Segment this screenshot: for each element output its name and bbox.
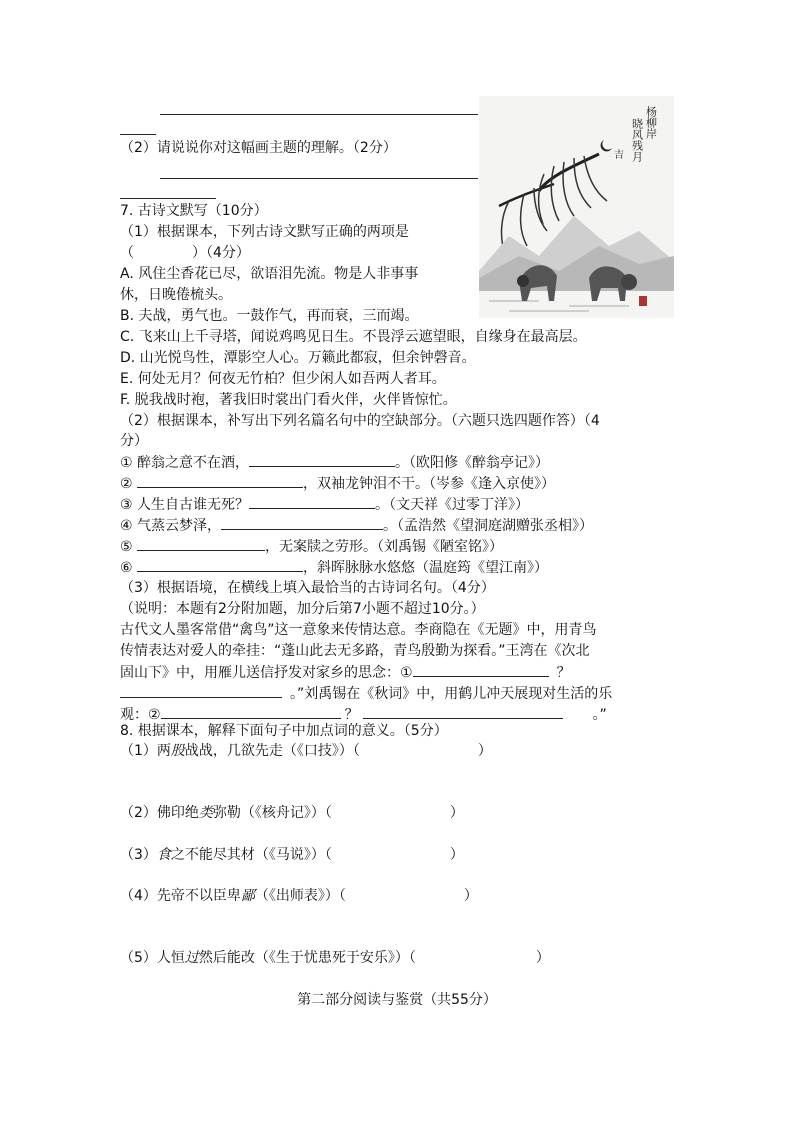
context-blank-2b[interactable] bbox=[363, 704, 563, 719]
answer-line-2a bbox=[160, 178, 478, 179]
fill-3-blank[interactable] bbox=[249, 494, 375, 509]
q8-5-close: ） bbox=[535, 950, 550, 966]
fill-5-blank[interactable] bbox=[137, 536, 265, 551]
para-3-text: 固山下》中，用雁儿送信抒发对家乡的思念：① bbox=[120, 665, 413, 681]
option-c: C. 飞来山上千寻塔，闻说鸡鸣见日生。不畏浮云遮望眼，自缘身在最高层。 bbox=[120, 329, 587, 345]
answer-line-1a bbox=[160, 114, 478, 115]
fill-item-2 bbox=[120, 473, 555, 494]
option-a-line2: 休，日晚倦梳头。 bbox=[120, 287, 232, 303]
question-2-prompt: （2）请说说你对这幅画主题的理解。（2分） bbox=[120, 140, 397, 156]
option-e: E. 何处无月？何夜无竹柏？但少闲人如吾两人者耳。 bbox=[120, 371, 446, 387]
q7-part1-prompt: （1）根据课本，下列古诗文默写正确的两项是 bbox=[120, 224, 409, 240]
q8-1-keyword: 股 bbox=[170, 743, 185, 759]
q8-2-close: ） bbox=[449, 805, 464, 821]
para-5-qmark: ？ bbox=[344, 707, 359, 723]
q8-5-text: （5）人恒 bbox=[120, 950, 185, 966]
q8-3-text: （3） bbox=[120, 847, 157, 863]
fill-6-num: ⑥ bbox=[120, 560, 133, 576]
q8-5-keyword: 过 bbox=[184, 950, 199, 966]
fill-4-source: 。（孟浩然《望洞庭湖赠张丞相》） bbox=[383, 518, 594, 534]
q7-part2-prompt: （2）根据课本，补写出下列名篇名句中的空缺部分。（六题只选四题作答）（4 bbox=[120, 413, 600, 429]
fill-5-num: ⑤ bbox=[120, 539, 133, 555]
answer-line-1b bbox=[120, 134, 156, 135]
fill-4-blank[interactable] bbox=[221, 515, 383, 530]
q7-paren-close: ）（4分） bbox=[192, 245, 250, 261]
calligraphy-text-2: 晓风残月 bbox=[630, 118, 644, 162]
option-a-line1: A. 风住尘香花已尽，欲语泪先流。物是人非事事 bbox=[120, 266, 419, 282]
fill-item-6 bbox=[120, 557, 548, 578]
fill-1-blank[interactable] bbox=[249, 452, 395, 467]
part2-heading: 第二部分阅读与鉴赏（共55分） bbox=[297, 992, 497, 1008]
q8-5-text-b: 然后能改（《生于忧患死于安乐》）（ bbox=[198, 950, 416, 966]
q8-item-4 bbox=[120, 886, 478, 906]
fill-item-1 bbox=[120, 452, 549, 473]
q8-item-3 bbox=[120, 845, 464, 865]
q8-item-1 bbox=[120, 741, 492, 761]
q8-title: 8. 根据课本，解释下面句子中加点词的意义。（5分） bbox=[120, 723, 448, 739]
answer-line-2b bbox=[120, 198, 216, 199]
context-blank-2a[interactable] bbox=[161, 704, 341, 719]
q7-part3-para-1: 古代文人墨客常借“禽鸟”这一意象来传情达意。李商隐在《无题》中，用青鸟 bbox=[120, 622, 597, 638]
para-5-text: 观：② bbox=[120, 707, 161, 723]
q8-1-close: ） bbox=[477, 743, 492, 759]
fill-2-blank[interactable] bbox=[137, 473, 303, 488]
q7-part2-prompt-cont: 分） bbox=[120, 433, 148, 449]
ink-painting-image bbox=[479, 96, 674, 318]
q8-3-keyword: 食 bbox=[156, 847, 171, 863]
painter-signature: 吉 bbox=[614, 150, 624, 161]
fill-3-source: 。（文天祥《过零丁洋》） bbox=[375, 497, 530, 513]
fill-6-blank[interactable] bbox=[137, 557, 303, 572]
q7-part3-prompt: （3）根据语境，在横线上填入最恰当的古诗词名句。（4分） bbox=[120, 580, 495, 596]
q8-4-text-b: （《出师表》）（ bbox=[254, 888, 346, 904]
q7-part3-note: （说明：本题有2分附加题，加分后第7小题不超过10分。） bbox=[120, 601, 485, 617]
q8-2-keyword: 类 bbox=[198, 805, 213, 821]
fill-2-num: ② bbox=[120, 476, 133, 492]
fill-3-text: ③ 人生自古谁无死？ bbox=[120, 497, 250, 513]
fill-6-source: ，斜晖脉脉水悠悠（温庭筠《望江南》） bbox=[303, 560, 549, 576]
q8-3-close: ） bbox=[449, 847, 464, 863]
q8-2-text: （2）佛印绝 bbox=[120, 805, 199, 821]
fill-item-3 bbox=[120, 494, 529, 515]
calligraphy-text-1: 杨柳岸 bbox=[644, 106, 658, 139]
fill-1-text: ① 醉翁之意不在酒， bbox=[120, 455, 250, 471]
q8-3-text-b: 之不能尽其材（《马说》）（ bbox=[170, 847, 332, 863]
para-4-text: 。”刘禹锡在《秋词》中，用鹤儿冲天展现对生活的乐 bbox=[290, 686, 613, 702]
fill-4-text: ④ 气蒸云梦泽， bbox=[120, 518, 222, 534]
para-3-qmark: ？ bbox=[556, 665, 571, 681]
option-d: D. 山光悦鸟性，潭影空人心。万籁此都寂，但余钟磬音。 bbox=[120, 350, 476, 366]
q8-2-text-b: 弥勒（《核舟记》）（ bbox=[212, 805, 332, 821]
q7-title: 7. 古诗文默写（10分） bbox=[120, 203, 268, 219]
q8-4-keyword: 鄙 bbox=[240, 888, 255, 904]
q8-item-2 bbox=[120, 803, 464, 823]
option-f: F. 脱我战时袍，著我旧时裳出门看火伴，火伴皆惊忙。 bbox=[120, 392, 457, 408]
q7-paren-open: （ bbox=[120, 245, 134, 261]
context-blank-1b[interactable] bbox=[120, 683, 282, 698]
fill-item-5 bbox=[120, 536, 503, 557]
fill-1-source: 。（欧阳修《醉翁亭记》） bbox=[395, 455, 550, 471]
fill-5-source: ，无案牍之劳形。（刘禹锡《陋室铭》） bbox=[265, 539, 504, 555]
q7-part3-para-3 bbox=[120, 662, 571, 683]
q8-item-5 bbox=[120, 948, 550, 968]
q7-part3-para-4 bbox=[120, 683, 612, 704]
q7-part3-para-2: 传情表达对爱人的牵挂：“蓬山此去无多路，青鸟殷勤为探看。”王湾在《次北 bbox=[120, 643, 590, 659]
fill-item-4 bbox=[120, 515, 593, 536]
q8-4-text: （4）先帝不以臣卑 bbox=[120, 888, 241, 904]
context-blank-1a[interactable] bbox=[413, 662, 549, 677]
fill-2-source: ，双袖龙钟泪不干。（岑参《逢入京使》） bbox=[303, 476, 556, 492]
q8-1-text: （1）两 bbox=[120, 743, 171, 759]
q8-4-close: ） bbox=[463, 888, 478, 904]
para-5-end: 。” bbox=[592, 707, 607, 723]
q7-part1-answer bbox=[120, 243, 250, 263]
option-b: B. 夫战，勇气也。一鼓作气，再而衰，三而竭。 bbox=[120, 308, 419, 324]
q8-1-text-b: 战战，几欲先走（《口技》）（ bbox=[184, 743, 360, 759]
